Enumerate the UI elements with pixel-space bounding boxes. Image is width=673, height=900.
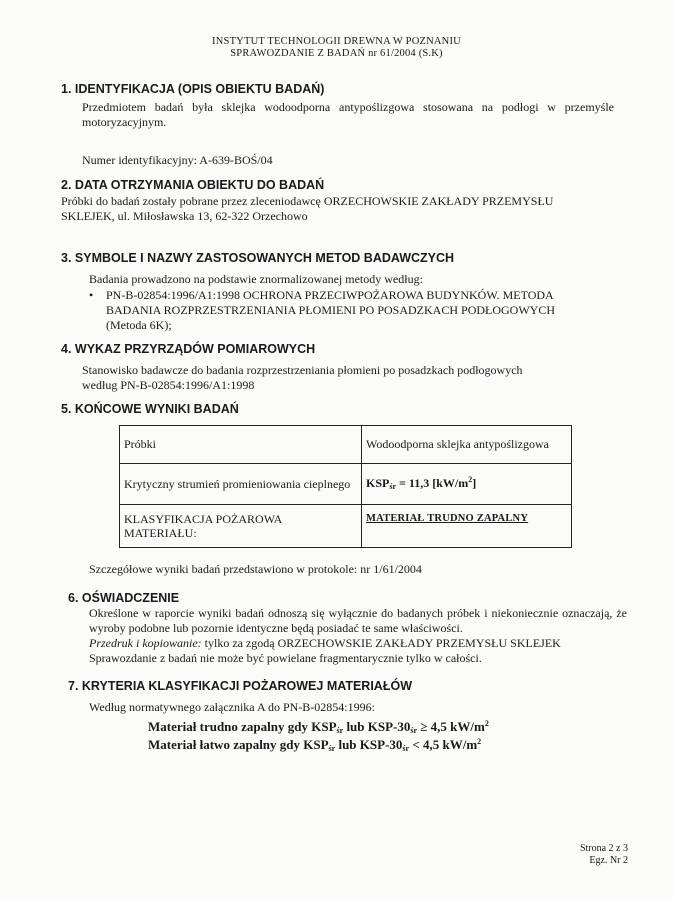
- copying-clause: Przedruk i kopiowanie: tylko za zgodą ORZECHOWSKIE ZAKŁADY PRZEMYSŁU SKLEJEK: [89, 636, 561, 650]
- section-1-description: Przedmiotem badań była sklejka wodoodporna antypoślizgowa stosowana na podłogi w przemyśle motoryzacyjnym.: [82, 100, 614, 129]
- section-7-title: 7. KRYTERIA KLASYFIKACJI POŻAROWEJ MATERIAŁÓW: [68, 679, 412, 693]
- bullet-icon: •: [89, 288, 94, 302]
- criterion-hard-to-ignite: Materiał trudno zapalny gdy $KSP_{śr}$ lub KSP-$30_{śr} \ge 4,5$ $kW/m^2$: [148, 719, 489, 735]
- section-2-title: 2. DATA OTRZYMANIA OBIEKTU DO BADAŃ: [61, 178, 325, 192]
- section-2-line-2: SKLEJEK, ul. Miłosławska 13, 62-322 Orzechowo: [61, 209, 308, 223]
- page-number: Strona 2 z 3: [579, 843, 628, 854]
- institute-name: INSTYTUT TECHNOLOGII DREWNA W POZNANIU: [212, 36, 461, 47]
- method-line-1: PN-B-02854:1996/A1:1998 OCHRONA PRZECIWPOŻAROWA BUDYNKÓW. METODA: [106, 288, 554, 302]
- critical-flux-label: Krytyczny strumień promieniowania cieplnego: [120, 463, 362, 504]
- table-row: [120, 504, 572, 547]
- identification-number: Numer identyfikacyjny: A-639-BOŚ/04: [82, 153, 273, 167]
- table-row: [120, 463, 572, 504]
- copy-number: Egz. Nr 2: [589, 855, 628, 866]
- results-table: [119, 425, 572, 548]
- section-4-title: 4. WYKAZ PRZYRZĄDÓW POMIAROWYCH: [61, 342, 316, 356]
- classification-label: KLASYFIKACJA POŻAROWA MATERIAŁU:: [120, 504, 362, 547]
- method-line-3: (Metoda 6K);: [106, 318, 172, 332]
- criterion-easy-to-ignite: Materiał łatwo zapalny gdy $KSP_{śr}$ lub KSP-$30_{śr} < 4,5$ $kW/m^2$: [148, 737, 482, 753]
- method-line-2: BADANIA ROZPRZESTRZENIANIA PŁOMIENI PO POSADZKACH PODŁOGOWYCH: [106, 303, 556, 317]
- classification-value: MATERIAŁ TRUDNO ZAPALNY: [362, 504, 572, 547]
- table-row: [120, 426, 572, 464]
- section-3-intro: Badania prowadzono na podstawie znormalizowanej metody według:: [89, 272, 423, 286]
- section-1-title: 1. IDENTYFIKACJA (OPIS OBIEKTU BADAŃ): [61, 82, 325, 96]
- table-header-samples: Próbki: [120, 426, 362, 464]
- section-7-intro: Według normatywnego załącznika A do PN-B-02854:1996:: [89, 700, 375, 714]
- statement-paragraph: Określone w raporcie wyniki badań odnoszą się wyłącznie do badanych próbek i niekoniecznie oznaczają, że wyroby podobne lub pozornie identyczne będą posiadać te same właściwości.: [89, 606, 627, 635]
- section-4-line-2: według PN-B-02854:1996/A1:1998: [82, 378, 255, 392]
- critical-flux-value: $KSP_{śr} = 11,3$ $[kW/m^2]$: [362, 463, 572, 504]
- section-5-title: 5. KOŃCOWE WYNIKI BADAŃ: [61, 402, 239, 416]
- section-3-title: 3. SYMBOLE I NAZWY ZASTOSOWANYCH METOD BADAWCZYCH: [61, 251, 455, 265]
- section-2-line-1: Próbki do badań zostały pobrane przez zleceniodawcę ORZECHOWSKIE ZAKŁADY PRZEMYSŁU: [61, 194, 554, 208]
- fragment-clause: Sprawozdanie z badań nie może być powielane fragmentarycznie tylko w całości.: [89, 651, 482, 665]
- protocol-note: Szczegółowe wyniki badań przedstawiono w protokole: nr 1/61/2004: [89, 562, 422, 576]
- report-number: SPRAWOZDANIE Z BADAŃ nr 61/2004 (S.K): [230, 48, 443, 59]
- table-header-material: Wodoodporna sklejka antypoślizgowa: [362, 426, 572, 464]
- section-6-title: 6. OŚWIADCZENIE: [68, 591, 180, 605]
- section-4-line-1: Stanowisko badawcze do badania rozprzestrzeniania płomieni po posadzkach podłogowych: [82, 363, 523, 377]
